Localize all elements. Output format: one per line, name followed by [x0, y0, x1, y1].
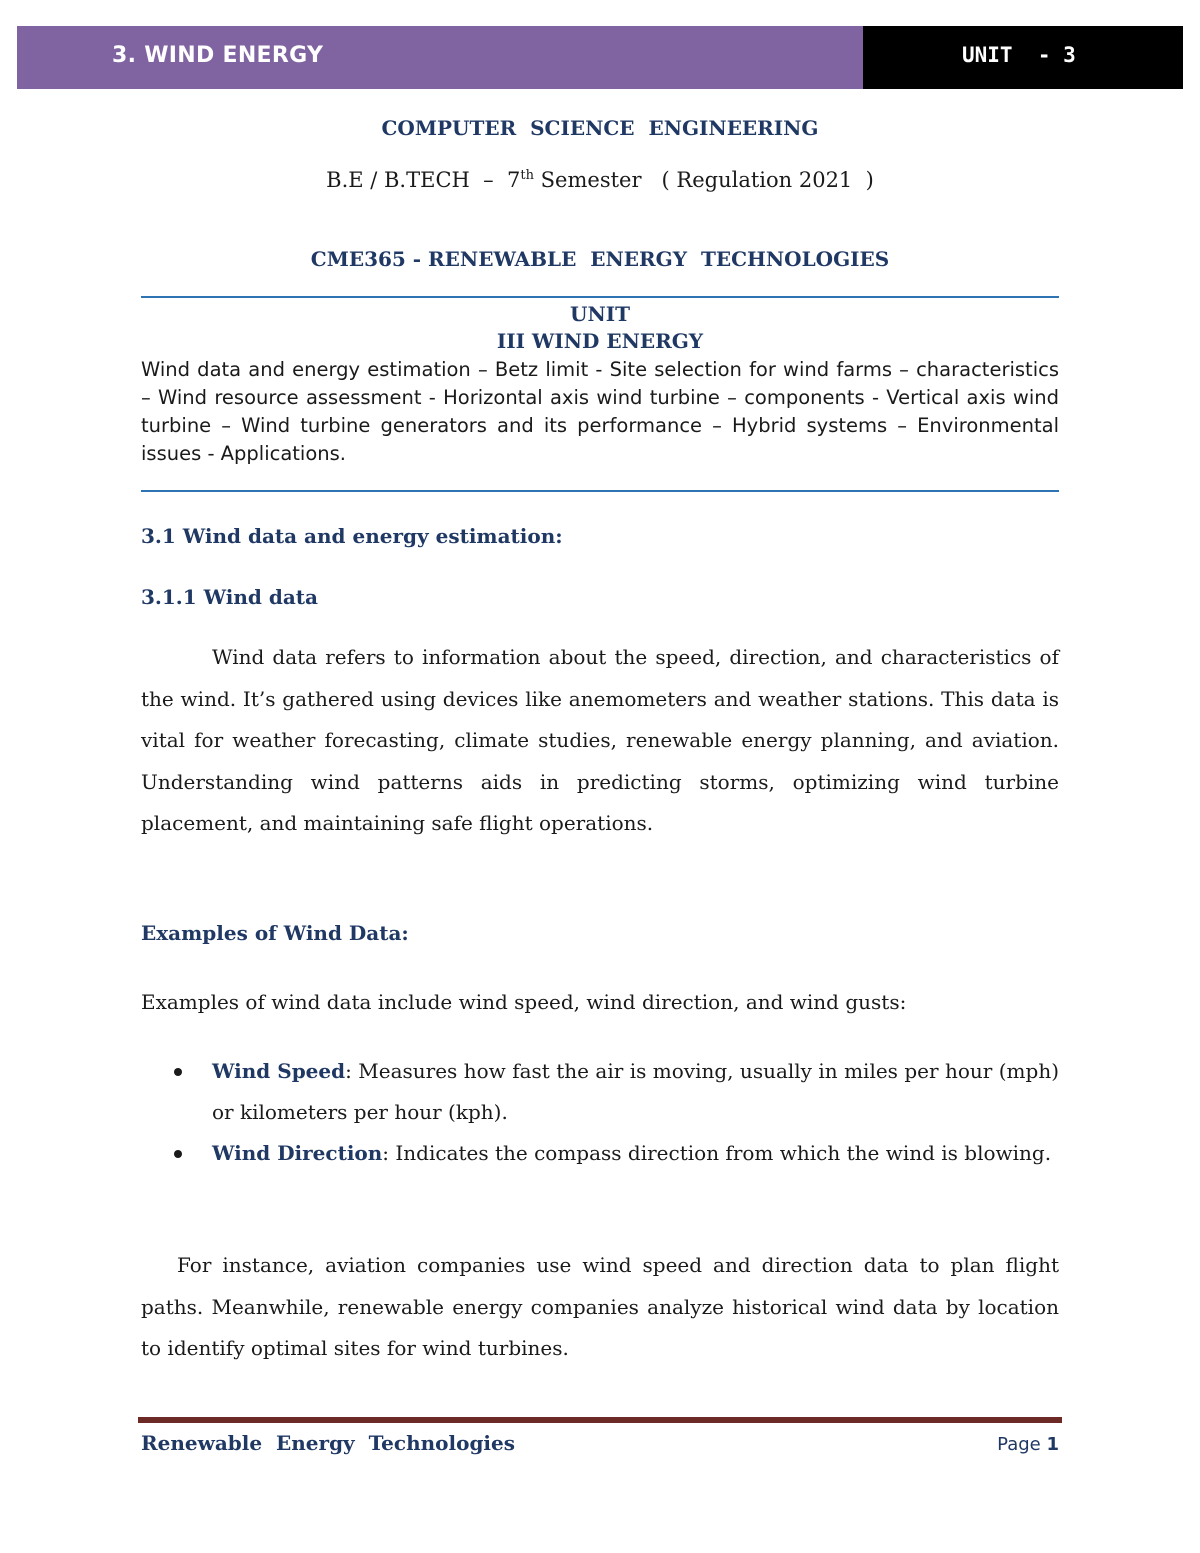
- examples-heading: Examples of Wind Data:: [141, 921, 409, 945]
- unit-label: UNIT: [570, 302, 630, 326]
- examples-list: [141, 1051, 1059, 1174]
- unit-name: III WIND ENERGY: [496, 329, 704, 353]
- paragraph-instance: For instance, aviation companies use wind speed and direction data to plan flight paths. Meanwhile, renewable energy companies analyze historical wind data by location to identify optimal sites for wind turbines.: [141, 1253, 1059, 1360]
- section-heading: 3.1 Wind data and energy estimation:: [141, 524, 563, 548]
- divider-top: [141, 296, 1059, 298]
- bullet-icon: [174, 1150, 182, 1158]
- bullet-term: Wind Speed: [212, 1059, 346, 1083]
- list-item: [141, 1133, 1059, 1174]
- department-title: COMPUTER SCIENCE ENGINEERING: [381, 116, 819, 140]
- footer-title: Renewable Energy Technologies: [141, 1431, 516, 1455]
- divider-bottom: [141, 490, 1059, 492]
- footer-rule: [138, 1417, 1062, 1423]
- header-title: 3. WIND ENERGY: [112, 43, 324, 68]
- course-suffix: Semester ( Regulation 2021 ): [534, 168, 874, 192]
- course-prefix: B.E / B.TECH – 7: [326, 168, 521, 192]
- bullet-text: : Indicates the compass direction from which the wind is blowing.: [382, 1141, 1052, 1165]
- bullet-icon: [174, 1068, 182, 1076]
- bullet-term: Wind Direction: [212, 1141, 383, 1165]
- page-label: Page: [997, 1434, 1041, 1455]
- course-superscript: th: [520, 168, 534, 183]
- subject-title: CME365 - RENEWABLE ENERGY TECHNOLOGIES: [310, 247, 890, 271]
- page-number: [997, 1434, 1059, 1455]
- bullet-text: : Measures how fast the air is moving, usually in miles per hour (mph) or kilometers per hour (kph).: [212, 1059, 1060, 1124]
- syllabus-text: Wind data and energy estimation – Betz limit - Site selection for wind farms – characteristics – Wind resource assessment - Horizontal axis wind turbine – components - Vertical axis wind turbine – Wind turbine generators and its performance – Hybrid systems – Environmental issues - Applications.: [141, 358, 1059, 465]
- list-item: [141, 1051, 1059, 1133]
- course-line: [0, 168, 1200, 192]
- header-unit-label: UNIT - 3: [962, 43, 1076, 67]
- examples-intro: Examples of wind data include wind speed, wind direction, and wind gusts:: [141, 990, 907, 1014]
- page-number-value: 1: [1046, 1434, 1059, 1455]
- paragraph-wind-data: Wind data refers to information about the speed, direction, and characteristics of the wind. It’s gathered using devices like anemometers and weather stations. This data is vital for weather forecasting, climate studies, renewable energy planning, and aviation. Understanding wind patterns aids in predicting storms, optimizing wind turbine placement, and maintaining safe flight operations.: [141, 645, 1059, 835]
- subsection-heading: 3.1.1 Wind data: [141, 585, 318, 609]
